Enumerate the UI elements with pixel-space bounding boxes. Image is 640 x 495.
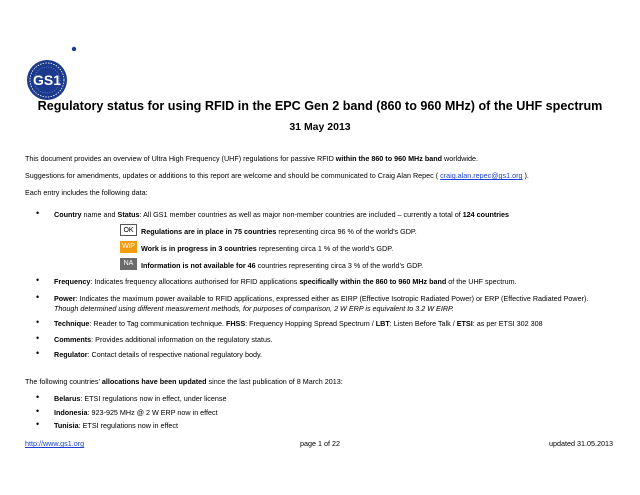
updates-intro-bold: allocations have been updated [101, 377, 207, 386]
intro-text-end: worldwide. [442, 154, 478, 163]
document-date: 31 May 2013 [289, 121, 351, 133]
intro-paragraph-1 [25, 154, 478, 163]
updates-intro-text: The following countries’ [25, 377, 102, 386]
status-badge-wip: WiP [120, 241, 137, 253]
frequency-entry [54, 277, 517, 286]
regulator-label: Regulator [54, 350, 88, 359]
gs1-logo [25, 43, 83, 101]
status-badge-na: NA [120, 258, 137, 270]
page-number: page 1 of 22 [300, 439, 340, 448]
bullet: • [36, 392, 40, 402]
bullet: • [36, 333, 40, 343]
technique-text: : Reader to Tag communication technique. [89, 319, 226, 328]
frequency-text-end: of the UHF spectrum. [446, 277, 517, 286]
update-country: Indonesia [54, 408, 88, 417]
comments-entry [54, 335, 273, 344]
update-text: : ETSI regulations now in effect, under license [80, 394, 227, 403]
status-wip-text [141, 244, 393, 253]
fhss-label: FHSS [225, 319, 246, 328]
frequency-label: Frequency [54, 277, 91, 286]
comments-label: Comments [54, 335, 92, 344]
bullet: • [36, 317, 40, 327]
update-country: Tunisia [54, 421, 79, 430]
country-text: : All GS1 member countries as well as major non-member countries are included – currently a total of [139, 210, 463, 219]
update-item-belarus [54, 394, 226, 403]
frequency-band: specifically within the 860 to 960 MHz band [299, 277, 447, 286]
update-text: : 923-925 MHz @ 2 W ERP now in effect [87, 408, 218, 417]
connector-text: name and [81, 210, 118, 219]
lbt-text: : Listen Before Talk / [389, 319, 457, 328]
status-ok-desc: representing circa 96 % of the world’s GDP. [276, 227, 417, 236]
suggestion-text: Suggestions for amendments, updates or additions to this report are welcome and should be communicated to Craig Alan Repec ( [25, 171, 441, 180]
lbt-label: LBT [375, 319, 390, 328]
updates-intro [25, 377, 343, 386]
intro-text: This document provides an overview of Ultra High Frequency (UHF) regulations for passive RFID [25, 154, 336, 163]
status-ok-text [141, 227, 417, 236]
regulator-text: : Contact details of respective national regulatory body. [87, 350, 263, 359]
bullet: • [36, 275, 40, 285]
bullet: • [36, 419, 40, 429]
bullet: • [36, 406, 40, 416]
technique-label: Technique [54, 319, 90, 328]
power-label: Power [54, 294, 76, 303]
country-label: Country [54, 210, 82, 219]
etsi-text: : as per ETSI 302 308 [472, 319, 543, 328]
regulator-entry [54, 350, 262, 359]
bullet: • [36, 208, 40, 218]
frequency-text: : Indicates frequency allocations authorised for RFID applications [90, 277, 300, 286]
technique-entry [54, 319, 543, 328]
fhss-text: : Frequency Hopping Spread Spectrum / [245, 319, 376, 328]
power-entry [54, 294, 614, 313]
update-item-indonesia [54, 408, 218, 417]
update-text: : ETSI regulations now in effect [78, 421, 178, 430]
status-na-bold: Information is not available for 46 [141, 261, 256, 270]
intro-band: within the 860 to 960 MHz band [335, 154, 443, 163]
bullet: • [36, 292, 40, 302]
update-item-tunisia [54, 421, 178, 430]
status-label: Status [117, 210, 140, 219]
country-status-entry [54, 210, 509, 219]
comments-text: : Provides additional information on the regulatory status. [91, 335, 273, 344]
suggestion-text-end: ). [522, 171, 529, 180]
contact-email-link[interactable]: craig.alan.repec@gs1.org [440, 171, 523, 180]
updated-date: updated 31.05.2013 [549, 439, 613, 448]
power-note: Though determined using different measurement methods, for purposes of comparison, 2 W ERP is equivalent to 3.2 W EIRP. [54, 303, 454, 313]
intro-paragraph-2 [25, 171, 529, 180]
logo-text: GS1 [32, 72, 62, 88]
footer-website-link[interactable]: http://www.gs1.org [25, 439, 85, 448]
entry-intro: Each entry includes the following data: [25, 188, 148, 197]
updates-intro-end: since the last publication of 8 March 2013: [206, 377, 343, 386]
page-title: Regulatory status for using RFID in the EPC Gen 2 band (860 to 960 MHz) of the UHF spectrum [37, 99, 603, 113]
status-wip-bold: Work is in progress in 3 countries [141, 244, 257, 253]
bullet: • [36, 348, 40, 358]
status-ok-bold: Regulations are in place in 75 countries [141, 227, 277, 236]
update-country: Belarus [54, 394, 81, 403]
power-text: : Indicates the maximum power available to RFID applications, expressed either as EIRP (Effective Isotropic Radiated Power) or ERP (Effective Radiated Power). [75, 294, 589, 303]
country-total: 124 countries [462, 210, 510, 219]
status-na-text [141, 261, 423, 270]
etsi-label: ETSI [456, 319, 473, 328]
status-wip-desc: representing circa 1 % of the world’s GDP. [256, 244, 394, 253]
status-badge-ok: OK [120, 224, 137, 236]
status-na-desc: countries representing circa 3 % of the world’s GDP. [255, 261, 424, 270]
